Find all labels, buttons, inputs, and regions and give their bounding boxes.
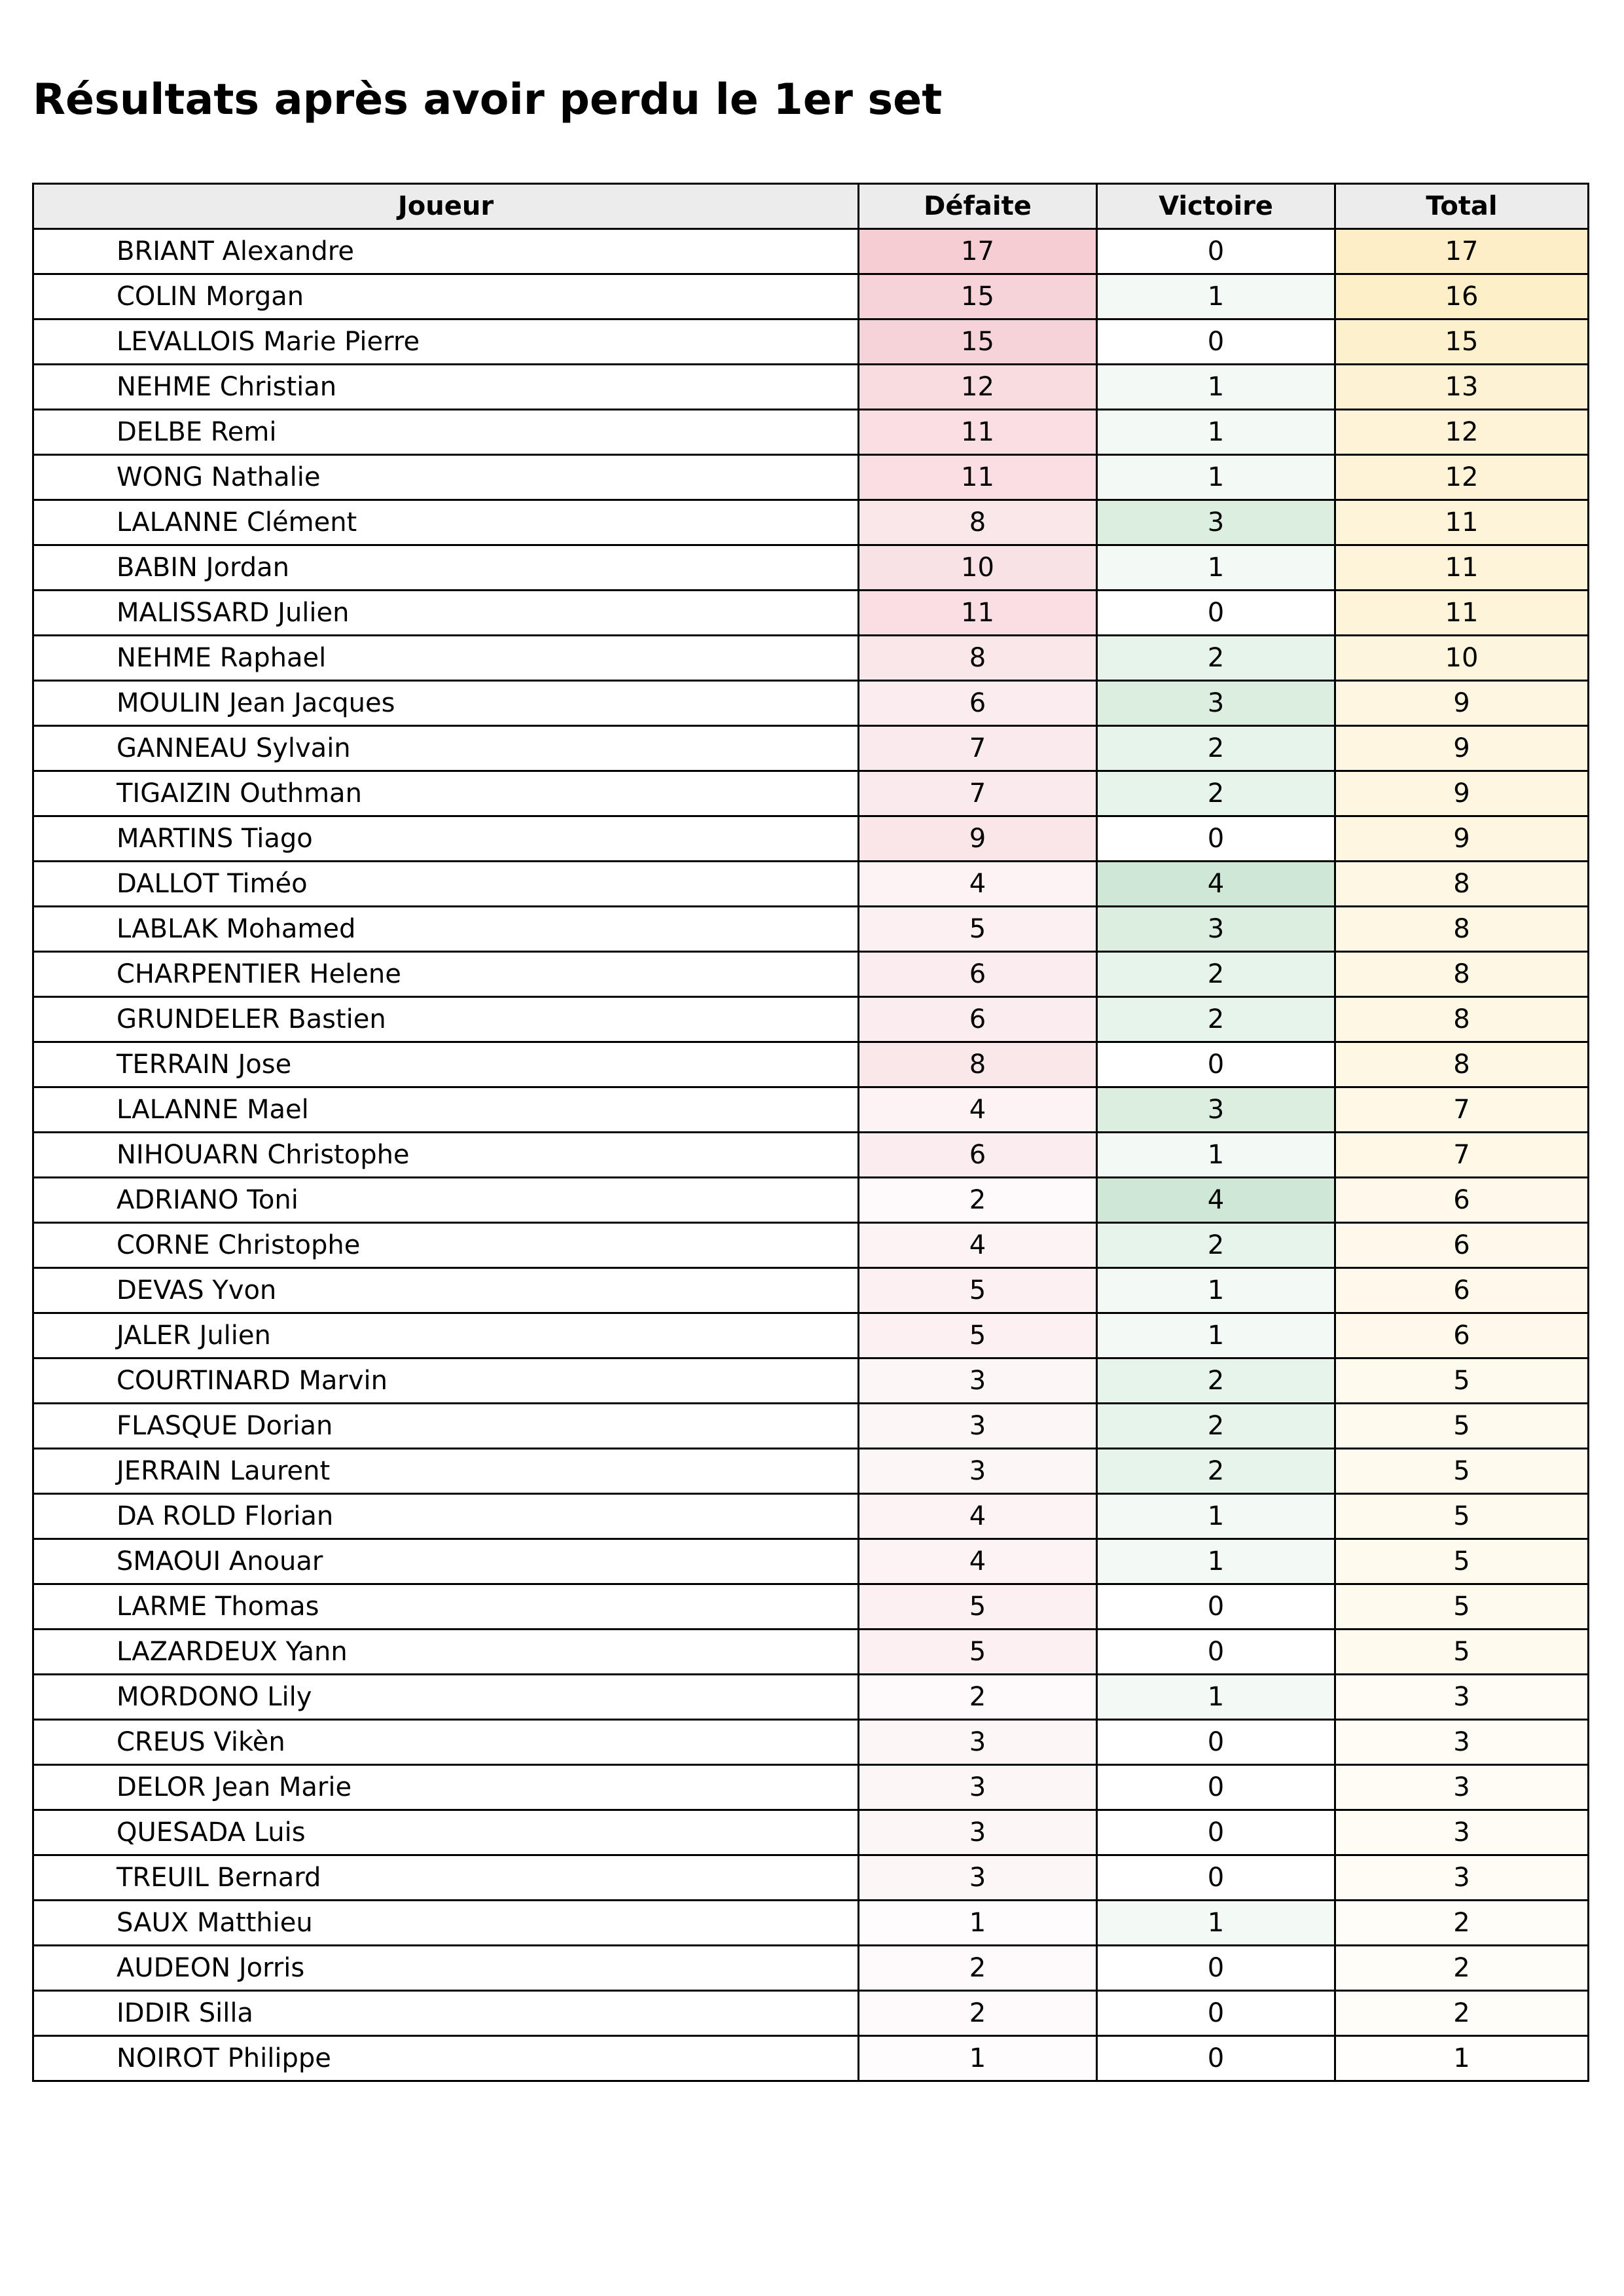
cell-victoire: 3 — [1097, 681, 1335, 726]
cell-defaite: 7 — [859, 771, 1097, 816]
page-title: Résultats après avoir perdu le 1er set — [33, 75, 943, 124]
cell-joueur: CORNE Christophe — [33, 1223, 859, 1268]
table-row — [33, 726, 1589, 771]
cell-victoire: 1 — [1097, 274, 1335, 319]
cell-victoire: 2 — [1097, 997, 1335, 1042]
cell-total: 15 — [1335, 319, 1589, 365]
cell-victoire: 0 — [1097, 1810, 1335, 1855]
cell-total: 6 — [1335, 1313, 1589, 1358]
cell-defaite: 17 — [859, 229, 1097, 274]
cell-joueur: BABIN Jordan — [33, 545, 859, 591]
table-row — [33, 1313, 1589, 1358]
table-row — [33, 1675, 1589, 1720]
cell-defaite: 3 — [859, 1855, 1097, 1901]
cell-victoire: 1 — [1097, 1133, 1335, 1178]
results-table — [32, 183, 1589, 2082]
table-row — [33, 681, 1589, 726]
cell-defaite: 8 — [859, 500, 1097, 545]
cell-victoire: 2 — [1097, 952, 1335, 997]
cell-joueur: COLIN Morgan — [33, 274, 859, 319]
cell-joueur: GANNEAU Sylvain — [33, 726, 859, 771]
cell-total: 5 — [1335, 1404, 1589, 1449]
cell-total: 3 — [1335, 1765, 1589, 1810]
cell-joueur: GRUNDELER Bastien — [33, 997, 859, 1042]
cell-defaite: 3 — [859, 1449, 1097, 1494]
cell-victoire: 0 — [1097, 1946, 1335, 1991]
cell-victoire: 2 — [1097, 1449, 1335, 1494]
cell-joueur: MARTINS Tiago — [33, 816, 859, 862]
cell-total: 17 — [1335, 229, 1589, 274]
cell-defaite: 6 — [859, 1133, 1097, 1178]
cell-joueur: BRIANT Alexandre — [33, 229, 859, 274]
cell-joueur: CHARPENTIER Helene — [33, 952, 859, 997]
cell-defaite: 2 — [859, 1991, 1097, 2036]
cell-victoire: 0 — [1097, 1855, 1335, 1901]
cell-defaite: 11 — [859, 591, 1097, 636]
cell-joueur: SMAOUI Anouar — [33, 1539, 859, 1584]
cell-victoire: 1 — [1097, 1313, 1335, 1358]
column-header-defaite: Défaite — [859, 184, 1097, 229]
table-row — [33, 1087, 1589, 1133]
cell-defaite: 5 — [859, 1313, 1097, 1358]
cell-victoire: 0 — [1097, 1630, 1335, 1675]
cell-defaite: 15 — [859, 274, 1097, 319]
table-row — [33, 2036, 1589, 2081]
table-row — [33, 1268, 1589, 1313]
cell-total: 11 — [1335, 591, 1589, 636]
cell-victoire: 1 — [1097, 410, 1335, 455]
cell-victoire: 0 — [1097, 1042, 1335, 1087]
cell-joueur: IDDIR Silla — [33, 1991, 859, 2036]
cell-victoire: 3 — [1097, 500, 1335, 545]
cell-joueur: DALLOT Timéo — [33, 862, 859, 907]
cell-total: 12 — [1335, 455, 1589, 500]
table-row — [33, 1946, 1589, 1991]
cell-joueur: MALISSARD Julien — [33, 591, 859, 636]
table-row — [33, 862, 1589, 907]
cell-victoire: 0 — [1097, 1765, 1335, 1810]
table-row — [33, 1449, 1589, 1494]
cell-victoire: 0 — [1097, 229, 1335, 274]
cell-victoire: 2 — [1097, 1404, 1335, 1449]
cell-victoire: 0 — [1097, 2036, 1335, 2081]
cell-total: 5 — [1335, 1358, 1589, 1404]
cell-victoire: 0 — [1097, 1720, 1335, 1765]
cell-defaite: 11 — [859, 455, 1097, 500]
cell-defaite: 11 — [859, 410, 1097, 455]
cell-total: 5 — [1335, 1449, 1589, 1494]
cell-victoire: 2 — [1097, 771, 1335, 816]
cell-victoire: 0 — [1097, 591, 1335, 636]
cell-total: 8 — [1335, 907, 1589, 952]
cell-defaite: 12 — [859, 365, 1097, 410]
cell-total: 12 — [1335, 410, 1589, 455]
cell-joueur: NEHME Raphael — [33, 636, 859, 681]
cell-victoire: 0 — [1097, 816, 1335, 862]
cell-joueur: MOULIN Jean Jacques — [33, 681, 859, 726]
cell-joueur: LEVALLOIS Marie Pierre — [33, 319, 859, 365]
cell-joueur: DELBE Remi — [33, 410, 859, 455]
cell-victoire: 1 — [1097, 455, 1335, 500]
cell-total: 5 — [1335, 1584, 1589, 1630]
table-row — [33, 591, 1589, 636]
column-header-total: Total — [1335, 184, 1589, 229]
table-header-row — [33, 184, 1589, 229]
cell-total: 11 — [1335, 545, 1589, 591]
cell-defaite: 3 — [859, 1404, 1097, 1449]
cell-defaite: 1 — [859, 1901, 1097, 1946]
cell-victoire: 0 — [1097, 1991, 1335, 2036]
table-row — [33, 1855, 1589, 1901]
cell-total: 3 — [1335, 1810, 1589, 1855]
cell-defaite: 2 — [859, 1946, 1097, 1991]
cell-defaite: 9 — [859, 816, 1097, 862]
cell-joueur: TREUIL Bernard — [33, 1855, 859, 1901]
cell-victoire: 1 — [1097, 1675, 1335, 1720]
cell-joueur: TIGAIZIN Outhman — [33, 771, 859, 816]
cell-defaite: 6 — [859, 681, 1097, 726]
table-row — [33, 1494, 1589, 1539]
table-row — [33, 997, 1589, 1042]
cell-defaite: 1 — [859, 2036, 1097, 2081]
cell-defaite: 5 — [859, 907, 1097, 952]
cell-total: 9 — [1335, 816, 1589, 862]
cell-joueur: COURTINARD Marvin — [33, 1358, 859, 1404]
cell-total: 11 — [1335, 500, 1589, 545]
cell-joueur: LAZARDEUX Yann — [33, 1630, 859, 1675]
table-row — [33, 1404, 1589, 1449]
cell-total: 8 — [1335, 862, 1589, 907]
table-row — [33, 1991, 1589, 2036]
cell-victoire: 1 — [1097, 1494, 1335, 1539]
cell-joueur: WONG Nathalie — [33, 455, 859, 500]
column-header-victoire: Victoire — [1097, 184, 1335, 229]
cell-total: 8 — [1335, 997, 1589, 1042]
cell-joueur: SAUX Matthieu — [33, 1901, 859, 1946]
table-row — [33, 455, 1589, 500]
cell-joueur: JERRAIN Laurent — [33, 1449, 859, 1494]
cell-joueur: TERRAIN Jose — [33, 1042, 859, 1087]
table-row — [33, 1178, 1589, 1223]
cell-total: 8 — [1335, 1042, 1589, 1087]
cell-defaite: 6 — [859, 997, 1097, 1042]
cell-victoire: 2 — [1097, 1223, 1335, 1268]
cell-total: 5 — [1335, 1630, 1589, 1675]
cell-total: 13 — [1335, 365, 1589, 410]
cell-total: 8 — [1335, 952, 1589, 997]
cell-total: 3 — [1335, 1675, 1589, 1720]
cell-joueur: DELOR Jean Marie — [33, 1765, 859, 1810]
table-body — [33, 229, 1589, 2081]
table-row — [33, 1901, 1589, 1946]
cell-total: 3 — [1335, 1855, 1589, 1901]
cell-victoire: 4 — [1097, 1178, 1335, 1223]
cell-joueur: CREUS Vikèn — [33, 1720, 859, 1765]
cell-victoire: 1 — [1097, 1539, 1335, 1584]
cell-defaite: 7 — [859, 726, 1097, 771]
cell-defaite: 5 — [859, 1268, 1097, 1313]
column-header-joueur: Joueur — [33, 184, 859, 229]
cell-victoire: 2 — [1097, 1358, 1335, 1404]
table-row — [33, 1133, 1589, 1178]
cell-defaite: 8 — [859, 636, 1097, 681]
cell-joueur: JALER Julien — [33, 1313, 859, 1358]
cell-victoire: 3 — [1097, 1087, 1335, 1133]
cell-total: 6 — [1335, 1178, 1589, 1223]
cell-total: 5 — [1335, 1539, 1589, 1584]
cell-total: 3 — [1335, 1720, 1589, 1765]
cell-joueur: NOIROT Philippe — [33, 2036, 859, 2081]
cell-joueur: AUDEON Jorris — [33, 1946, 859, 1991]
cell-total: 1 — [1335, 2036, 1589, 2081]
cell-victoire: 2 — [1097, 636, 1335, 681]
cell-joueur: LARME Thomas — [33, 1584, 859, 1630]
table-row — [33, 1765, 1589, 1810]
cell-defaite: 4 — [859, 1223, 1097, 1268]
cell-joueur: QUESADA Luis — [33, 1810, 859, 1855]
table-row — [33, 1584, 1589, 1630]
cell-total: 16 — [1335, 274, 1589, 319]
table-row — [33, 771, 1589, 816]
cell-total: 7 — [1335, 1087, 1589, 1133]
cell-defaite: 3 — [859, 1765, 1097, 1810]
cell-defaite: 5 — [859, 1584, 1097, 1630]
cell-defaite: 10 — [859, 545, 1097, 591]
cell-total: 2 — [1335, 1946, 1589, 1991]
cell-total: 2 — [1335, 1901, 1589, 1946]
table-row — [33, 816, 1589, 862]
cell-defaite: 3 — [859, 1810, 1097, 1855]
table-row — [33, 365, 1589, 410]
cell-defaite: 6 — [859, 952, 1097, 997]
cell-joueur: FLASQUE Dorian — [33, 1404, 859, 1449]
cell-defaite: 5 — [859, 1630, 1097, 1675]
cell-joueur: DEVAS Yvon — [33, 1268, 859, 1313]
cell-total: 9 — [1335, 771, 1589, 816]
cell-victoire: 1 — [1097, 365, 1335, 410]
cell-victoire: 1 — [1097, 1268, 1335, 1313]
cell-victoire: 0 — [1097, 1584, 1335, 1630]
table-row — [33, 1720, 1589, 1765]
cell-joueur: LALANNE Mael — [33, 1087, 859, 1133]
cell-total: 6 — [1335, 1223, 1589, 1268]
table-row — [33, 1539, 1589, 1584]
cell-joueur: NEHME Christian — [33, 365, 859, 410]
cell-victoire: 0 — [1097, 319, 1335, 365]
table-row — [33, 1223, 1589, 1268]
table-row — [33, 1810, 1589, 1855]
cell-defaite: 3 — [859, 1358, 1097, 1404]
cell-joueur: LABLAK Mohamed — [33, 907, 859, 952]
table-row — [33, 500, 1589, 545]
cell-defaite: 4 — [859, 862, 1097, 907]
cell-defaite: 3 — [859, 1720, 1097, 1765]
table-row — [33, 274, 1589, 319]
cell-defaite: 2 — [859, 1675, 1097, 1720]
cell-total: 9 — [1335, 681, 1589, 726]
cell-joueur: ADRIANO Toni — [33, 1178, 859, 1223]
table-row — [33, 229, 1589, 274]
cell-victoire: 1 — [1097, 545, 1335, 591]
cell-victoire: 3 — [1097, 907, 1335, 952]
table-row — [33, 636, 1589, 681]
cell-defaite: 2 — [859, 1178, 1097, 1223]
table-row — [33, 1042, 1589, 1087]
cell-joueur: MORDONO Lily — [33, 1675, 859, 1720]
cell-total: 5 — [1335, 1494, 1589, 1539]
cell-total: 9 — [1335, 726, 1589, 771]
cell-total: 6 — [1335, 1268, 1589, 1313]
table-row — [33, 1630, 1589, 1675]
table-row — [33, 907, 1589, 952]
cell-victoire: 4 — [1097, 862, 1335, 907]
cell-total: 10 — [1335, 636, 1589, 681]
cell-victoire: 1 — [1097, 1901, 1335, 1946]
table-row — [33, 952, 1589, 997]
cell-defaite: 8 — [859, 1042, 1097, 1087]
cell-joueur: DA ROLD Florian — [33, 1494, 859, 1539]
cell-joueur: LALANNE Clément — [33, 500, 859, 545]
cell-defaite: 4 — [859, 1494, 1097, 1539]
table-row — [33, 410, 1589, 455]
cell-joueur: NIHOUARN Christophe — [33, 1133, 859, 1178]
cell-defaite: 15 — [859, 319, 1097, 365]
cell-defaite: 4 — [859, 1087, 1097, 1133]
table-row — [33, 545, 1589, 591]
cell-total: 7 — [1335, 1133, 1589, 1178]
table-row — [33, 319, 1589, 365]
cell-defaite: 4 — [859, 1539, 1097, 1584]
table-row — [33, 1358, 1589, 1404]
cell-victoire: 2 — [1097, 726, 1335, 771]
cell-total: 2 — [1335, 1991, 1589, 2036]
